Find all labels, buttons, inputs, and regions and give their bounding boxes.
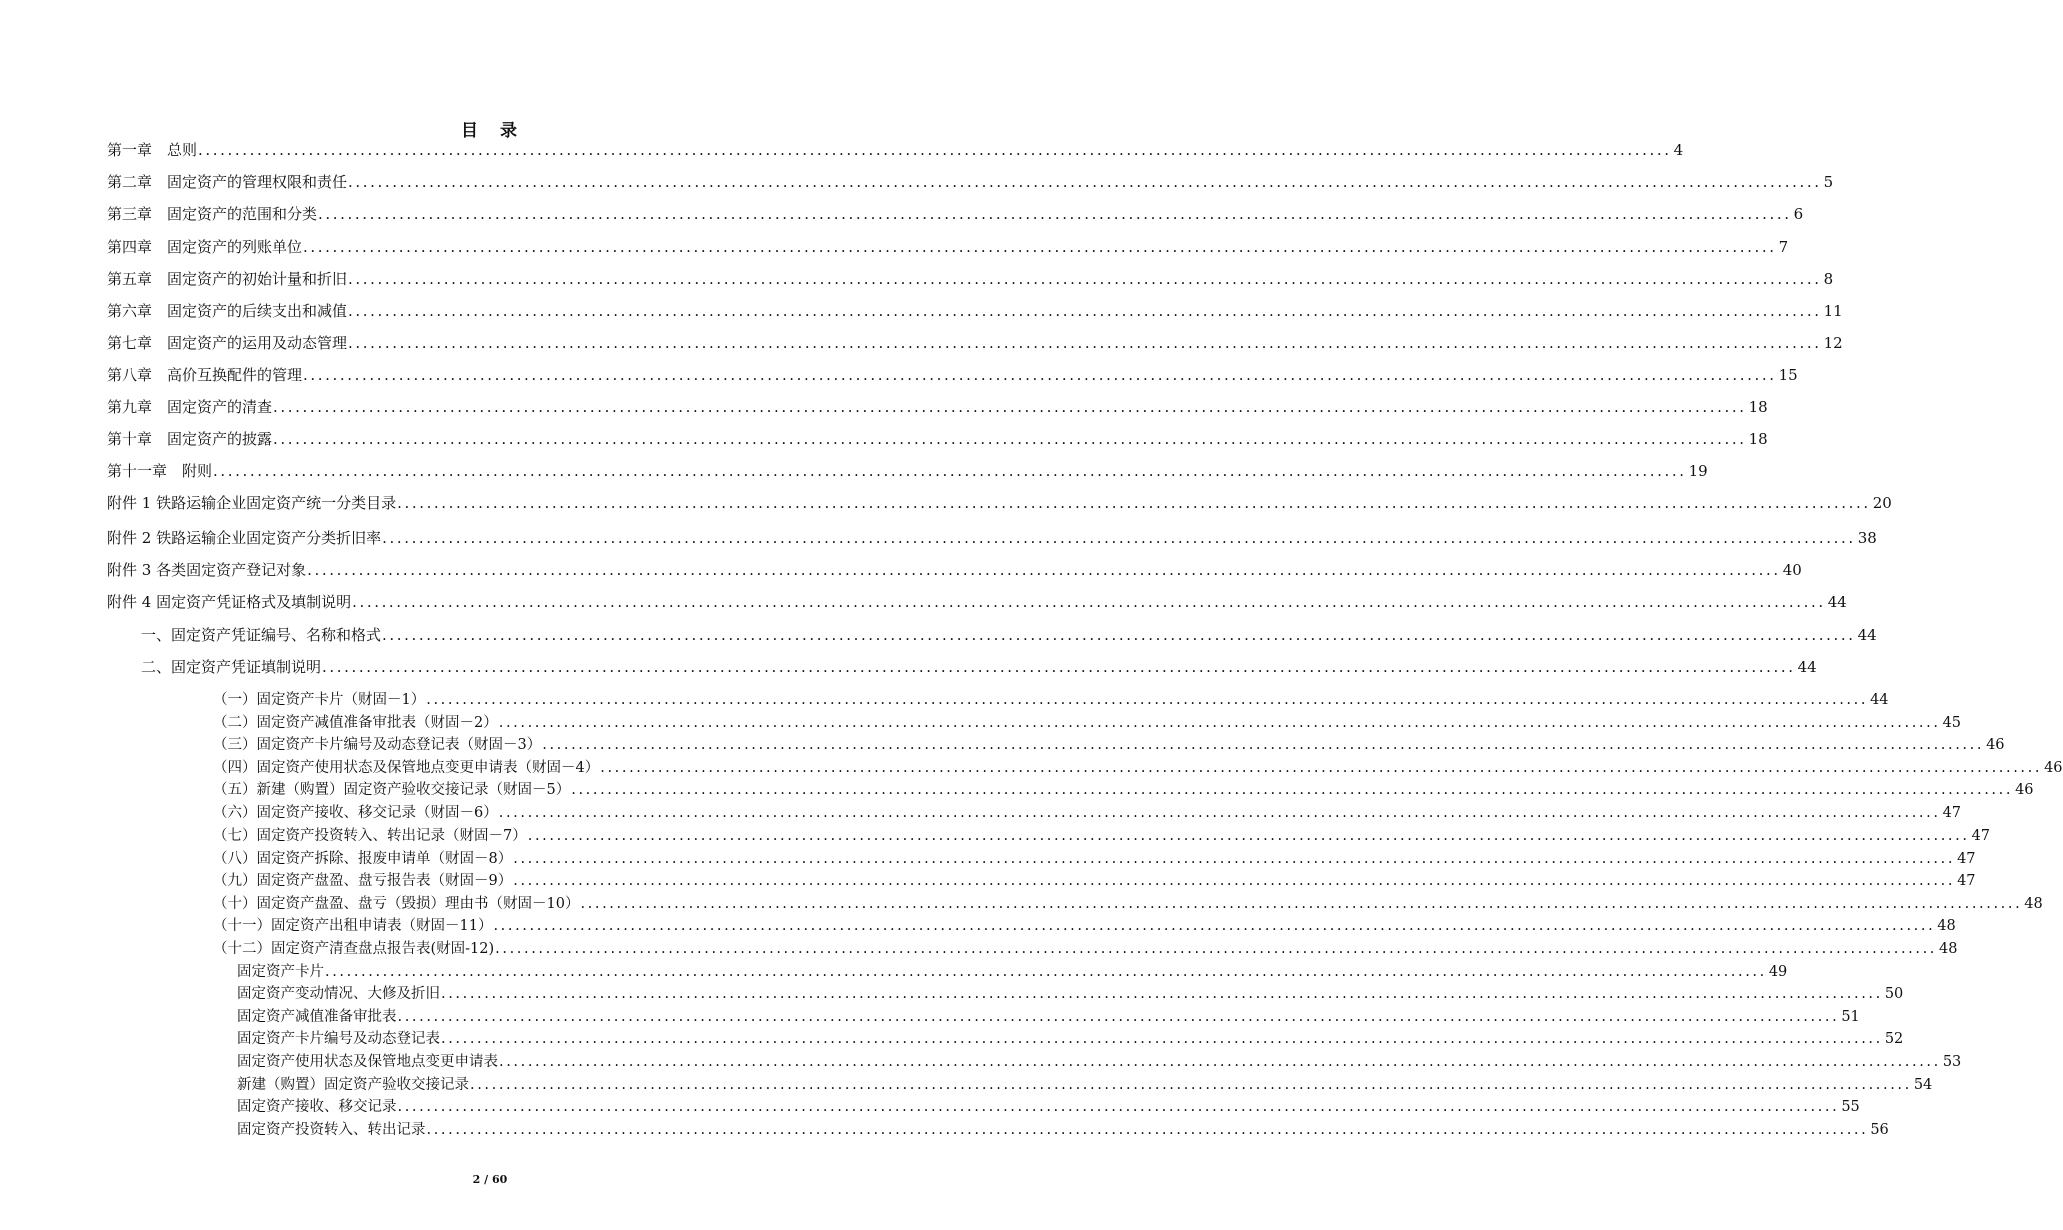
toc-entry[interactable] bbox=[237, 1005, 1860, 1026]
toc-entry-label: 固定资产卡片 bbox=[237, 964, 324, 980]
toc-entry-page: 56 bbox=[1870, 1122, 1889, 1138]
toc-entry-page: 18 bbox=[1748, 430, 1768, 448]
toc-entry[interactable] bbox=[107, 139, 1684, 160]
toc-entry-label: 二、固定资产凭证填制说明 bbox=[141, 658, 322, 676]
toc-entry-label: 一、固定资产凭证编号、名称和格式 bbox=[141, 626, 382, 644]
toc-entry-label: （十）固定资产盘盈、盘亏（毁损）理由书（财固－10） bbox=[213, 896, 580, 912]
toc-entry[interactable] bbox=[213, 869, 1976, 890]
toc-entry-page: 44 bbox=[1797, 658, 1817, 676]
leader-dots: ........................................................................................................................................................................................................ bbox=[397, 1009, 1840, 1025]
toc-entry[interactable] bbox=[107, 396, 1768, 417]
leader-dots: ........................................................................................................................................................................................................ bbox=[571, 782, 2014, 798]
toc-title: 目 录 bbox=[461, 121, 519, 141]
leader-dots: ........................................................................................................................................................................................................ bbox=[273, 398, 1747, 416]
toc-entry-label: 固定资产变动情况、大修及折旧 bbox=[237, 986, 440, 1002]
page-number: 2 / 60 bbox=[472, 1173, 508, 1186]
toc-entry[interactable] bbox=[107, 203, 1804, 224]
toc-entry[interactable] bbox=[213, 688, 1889, 709]
toc-entry-label: 固定资产卡片编号及动态登记表 bbox=[237, 1031, 440, 1047]
toc-entry-label: 第四章 固定资产的列账单位 bbox=[107, 238, 303, 256]
toc-entry[interactable] bbox=[107, 591, 1847, 612]
toc-entry[interactable] bbox=[213, 778, 2034, 799]
toc-entry[interactable] bbox=[213, 937, 1958, 958]
toc-entry[interactable] bbox=[107, 268, 1834, 289]
leader-dots: ........................................................................................................................................................................................................ bbox=[513, 851, 1956, 867]
toc-entry-label: （二）固定资产减值准备审批表（财固－2） bbox=[213, 715, 498, 731]
toc-entry-page: 7 bbox=[1778, 238, 1789, 256]
toc-entry[interactable] bbox=[141, 624, 1877, 645]
toc-entry-label: 第三章 固定资产的范围和分类 bbox=[107, 205, 318, 223]
toc-entry-page: 40 bbox=[1782, 561, 1802, 579]
toc-entry[interactable] bbox=[107, 527, 1877, 548]
toc-entry-label: 第十章 固定资产的披露 bbox=[107, 430, 273, 448]
toc-entry[interactable] bbox=[213, 756, 2063, 777]
toc-entry-page: 5 bbox=[1823, 173, 1834, 191]
leader-dots: ........................................................................................................................................................................................................ bbox=[325, 964, 1767, 980]
toc-entry-page: 46 bbox=[2044, 760, 2063, 776]
leader-dots: ........................................................................................................................................................................................................ bbox=[352, 593, 1826, 611]
toc-entry-label: （九）固定资产盘盈、盘亏报告表（财固－9） bbox=[213, 873, 513, 889]
leader-dots: ........................................................................................................................................................................................................ bbox=[498, 715, 1941, 731]
toc-entry[interactable] bbox=[107, 559, 1802, 580]
leader-dots: ........................................................................................................................................................................................................ bbox=[527, 828, 1970, 844]
toc-entry[interactable] bbox=[107, 300, 1843, 321]
toc-entry-page: 52 bbox=[1884, 1031, 1904, 1047]
toc-entry[interactable] bbox=[237, 960, 1788, 981]
toc-entry-label: 第一章 总则 bbox=[107, 141, 198, 159]
toc-entry-label: 第二章 固定资产的管理权限和责任 bbox=[107, 173, 348, 191]
toc-entry[interactable] bbox=[237, 982, 1904, 1003]
leader-dots: ........................................................................................................................................................................................................ bbox=[499, 1054, 1941, 1070]
toc-entry-label: 固定资产接收、移交记录 bbox=[237, 1099, 397, 1115]
leader-dots: ........................................................................................................................................................................................................ bbox=[441, 1031, 1883, 1047]
toc-entry-page: 50 bbox=[1884, 986, 1904, 1002]
toc-entry-page: 44 bbox=[1827, 593, 1847, 611]
leader-dots: ........................................................................................................................................................................................................ bbox=[495, 941, 1937, 957]
toc-entry-page: 48 bbox=[1937, 918, 1956, 934]
toc-entry-label: 固定资产投资转入、转出记录 bbox=[237, 1122, 426, 1138]
toc-entry[interactable] bbox=[107, 332, 1843, 353]
toc-entry-page: 4 bbox=[1673, 141, 1684, 159]
toc-entry-page: 48 bbox=[2024, 896, 2043, 912]
toc-entry[interactable] bbox=[213, 824, 1991, 845]
toc-entry-label: （三）固定资产卡片编号及动态登记表（财固－3） bbox=[213, 737, 542, 753]
leader-dots: ........................................................................................................................................................................................................ bbox=[348, 173, 1822, 191]
leader-dots: ........................................................................................................................................................................................................ bbox=[348, 302, 1822, 320]
toc-entry-label: （十二）固定资产清查盘点报告表(财固-12) bbox=[213, 941, 495, 957]
toc-entry-page: 54 bbox=[1913, 1077, 1933, 1093]
toc-entry-page: 51 bbox=[1841, 1009, 1860, 1025]
toc-entry-page: 55 bbox=[1841, 1099, 1860, 1115]
toc-entry[interactable] bbox=[141, 656, 1817, 677]
leader-dots: ........................................................................................................................................................................................................ bbox=[441, 986, 1883, 1002]
leader-dots: ........................................................................................................................................................................................................ bbox=[273, 430, 1747, 448]
toc-entry-label: （十一）固定资产出租申请表（财固－11） bbox=[213, 918, 493, 934]
toc-entry[interactable] bbox=[237, 1050, 1962, 1071]
leader-dots: ........................................................................................................................................................................................................ bbox=[542, 737, 1985, 753]
toc-entry-page: 45 bbox=[1942, 715, 1962, 731]
toc-entry[interactable] bbox=[107, 364, 1798, 385]
toc-entry-label: 第七章 固定资产的运用及动态管理 bbox=[107, 334, 348, 352]
toc-entry-label: （六）固定资产接收、移交记录（财固－6） bbox=[213, 805, 498, 821]
toc-entry-page: 48 bbox=[1939, 941, 1958, 957]
toc-entry[interactable] bbox=[213, 801, 1962, 822]
toc-entry-label: （七）固定资产投资转入、转出记录（财固－7） bbox=[213, 828, 527, 844]
leader-dots: ........................................................................................................................................................................................................ bbox=[600, 760, 2043, 776]
toc-entry[interactable] bbox=[107, 460, 1708, 481]
toc-entry[interactable] bbox=[213, 892, 2043, 913]
leader-dots: ........................................................................................................................................................................................................ bbox=[303, 238, 1777, 256]
leader-dots: ........................................................................................................................................................................................................ bbox=[498, 805, 1941, 821]
toc-entry[interactable] bbox=[107, 492, 1892, 513]
toc-entry[interactable] bbox=[237, 1073, 1933, 1094]
toc-entry-page: 8 bbox=[1823, 270, 1834, 288]
leader-dots: ........................................................................................................................................................................................................ bbox=[322, 658, 1796, 676]
toc-entry-page: 38 bbox=[1857, 529, 1877, 547]
toc-entry-label: （一）固定资产卡片（财固－1） bbox=[213, 692, 426, 708]
toc-entry-page: 6 bbox=[1793, 205, 1804, 223]
toc-entry[interactable] bbox=[237, 1118, 1889, 1139]
toc-entry-page: 15 bbox=[1778, 366, 1798, 384]
toc-entry-label: 固定资产减值准备审批表 bbox=[237, 1009, 397, 1025]
leader-dots: ........................................................................................................................................................................................................ bbox=[382, 626, 1856, 644]
toc-entry-label: 附件 2 铁路运输企业固定资产分类折旧率 bbox=[107, 529, 382, 547]
toc-entry[interactable] bbox=[107, 236, 1789, 257]
toc-entry-label: 固定资产使用状态及保管地点变更申请表 bbox=[237, 1054, 498, 1070]
leader-dots: ........................................................................................................................................................................................................ bbox=[580, 896, 2023, 912]
toc-entry-label: 第五章 固定资产的初始计量和折旧 bbox=[107, 270, 348, 288]
toc-entry-label: 第九章 固定资产的清查 bbox=[107, 398, 273, 416]
leader-dots: ........................................................................................................................................................................................................ bbox=[382, 529, 1856, 547]
toc-entry[interactable] bbox=[213, 733, 2005, 754]
leader-dots: ........................................................................................................................................................................................................ bbox=[213, 462, 1687, 480]
toc-entry-page: 47 bbox=[1971, 828, 1991, 844]
toc-entry-label: 第八章 高价互换配件的管理 bbox=[107, 366, 303, 384]
toc-entry-label: （四）固定资产使用状态及保管地点变更申请表（财固－4） bbox=[213, 760, 600, 776]
toc-entry-page: 20 bbox=[1872, 494, 1892, 512]
toc-entry-page: 53 bbox=[1942, 1054, 1962, 1070]
toc-entry-label: （八）固定资产拆除、报废申请单（财固－8） bbox=[213, 851, 513, 867]
toc-entry[interactable] bbox=[213, 711, 1962, 732]
toc-entry-label: 附件 3 各类固定资产登记对象 bbox=[107, 561, 307, 579]
toc-entry[interactable] bbox=[107, 428, 1768, 449]
leader-dots: ........................................................................................................................................................................................................ bbox=[513, 873, 1956, 889]
leader-dots: ........................................................................................................................................................................................................ bbox=[397, 494, 1871, 512]
toc-entry-page: 46 bbox=[1986, 737, 2005, 753]
toc-entry-label: 新建（购置）固定资产验收交接记录 bbox=[237, 1077, 469, 1093]
toc-entry-page: 19 bbox=[1688, 462, 1708, 480]
toc-entry[interactable] bbox=[213, 914, 1956, 935]
leader-dots: ........................................................................................................................................................................................................ bbox=[318, 205, 1792, 223]
toc-entry-page: 47 bbox=[1942, 805, 1962, 821]
leader-dots: ........................................................................................................................................................................................................ bbox=[426, 1122, 1869, 1138]
leader-dots: ........................................................................................................................................................................................................ bbox=[470, 1077, 1912, 1093]
toc-entry-page: 44 bbox=[1857, 626, 1877, 644]
toc-entry-page: 47 bbox=[1957, 873, 1976, 889]
toc-entry-label: （五）新建（购置）固定资产验收交接记录（财固－5） bbox=[213, 782, 571, 798]
toc-entry-page: 11 bbox=[1823, 302, 1843, 320]
leader-dots: ........................................................................................................................................................................................................ bbox=[198, 141, 1672, 159]
leader-dots: ........................................................................................................................................................................................................ bbox=[493, 918, 1936, 934]
toc-entry-label: 第十一章 附则 bbox=[107, 462, 213, 480]
toc-entry-label: 附件 1 铁路运输企业固定资产统一分类目录 bbox=[107, 494, 397, 512]
toc-entry[interactable] bbox=[237, 1027, 1904, 1048]
leader-dots: ........................................................................................................................................................................................................ bbox=[303, 366, 1777, 384]
toc-entry-page: 12 bbox=[1823, 334, 1843, 352]
toc-entry-label: 附件 4 固定资产凭证格式及填制说明 bbox=[107, 593, 352, 611]
toc-entry-page: 47 bbox=[1957, 851, 1976, 867]
toc-entry-label: 第六章 固定资产的后续支出和减值 bbox=[107, 302, 348, 320]
leader-dots: ........................................................................................................................................................................................................ bbox=[426, 692, 1869, 708]
toc-entry-page: 18 bbox=[1748, 398, 1768, 416]
leader-dots: ........................................................................................................................................................................................................ bbox=[397, 1099, 1840, 1115]
toc-entry[interactable] bbox=[107, 171, 1834, 192]
toc-entry-page: 44 bbox=[1870, 692, 1889, 708]
toc-entry[interactable] bbox=[237, 1095, 1860, 1116]
toc-entry-page: 49 bbox=[1768, 964, 1788, 980]
toc-entry-page: 46 bbox=[2015, 782, 2034, 798]
leader-dots: ........................................................................................................................................................................................................ bbox=[348, 334, 1822, 352]
leader-dots: ........................................................................................................................................................................................................ bbox=[348, 270, 1822, 288]
leader-dots: ........................................................................................................................................................................................................ bbox=[307, 561, 1781, 579]
toc-entry[interactable] bbox=[213, 847, 1976, 868]
